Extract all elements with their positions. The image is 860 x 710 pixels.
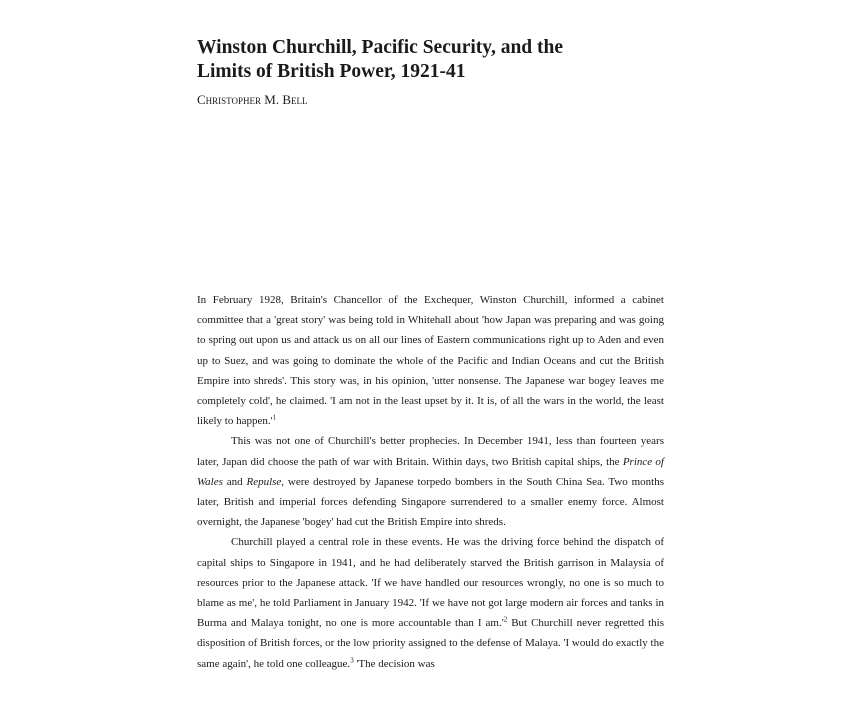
footnote-ref: 2: [503, 615, 508, 624]
title-line-2: Limits of British Power, 1921-41: [197, 61, 466, 82]
paragraph-text: In February 1928, Britain's Chancellor of the Exchequer, Winston Churchill, informed a cabinet committee that a 'great story' was being told in Whitehall about 'how Japan was preparing and was going to spring out upon us and attack us on all our lines of Eastern communications right up to Aden and even up to Suez, and was going to dominate the whole of the Pacific and Indian Oceans and cut the British Empire into shreds'. This story was, in his opinion, 'utter nonsense. The Japanese war bogey leaves me completely cold', he claimed. 'I am not in the least upset by it. It is, of all the wars in the world, the least likely to happen.': [197, 294, 664, 428]
paragraph-text: 'The decision was: [353, 657, 435, 670]
ship-name-italic: Repulse: [246, 475, 282, 488]
paragraph-text: But Churchill never regretted this disposition of British forces, or the low priority assigned to the defense of Malaya. 'I would do exactly the same again', he told one colleague.: [197, 617, 664, 670]
footnote-ref: 1: [272, 413, 277, 422]
paragraph: [197, 431, 664, 532]
paragraph-text: Churchill played a central role in these events. He was the driving force behind the dispatch of capital ships to Singapore in 1941, and he had deliberately starved the British garrison in Malaysia of resources prior to the Japanese attack. 'If we have handled our resources wrongly, no one is so much to blame as me', he told Parliament in January 1942. 'If we have not got large modern air forces and tanks in Burma and Malaya tonight, no one is more accountable than I am.': [197, 536, 664, 630]
paragraph-text: This was not one of Churchill's better prophecies. In December 1941, less than fourteen years later, Japan did choose the path of war with Britain. Within days, two British capital ships, the: [197, 435, 664, 468]
paragraph-text: and: [222, 475, 247, 488]
author-name: Christopher M. Bell: [197, 92, 308, 107]
paragraph-text: , were destroyed by Japanese torpedo bombers in the South China Sea. Two months later, British and imperial forces defending Singapore surrendered to a smaller enemy force. Almost overnight, the Japanese 'bogey' had cut the British Empire into shreds.: [197, 475, 664, 529]
document-title: [197, 36, 667, 84]
paragraph: [197, 290, 664, 431]
paragraph: [197, 532, 664, 673]
ship-name-italic: Prince of Wales: [197, 455, 664, 488]
title-line-1: Winston Churchill, Pacific Security, and the: [197, 37, 564, 58]
body-text: [197, 290, 664, 674]
footnote-ref: 3: [350, 656, 354, 664]
